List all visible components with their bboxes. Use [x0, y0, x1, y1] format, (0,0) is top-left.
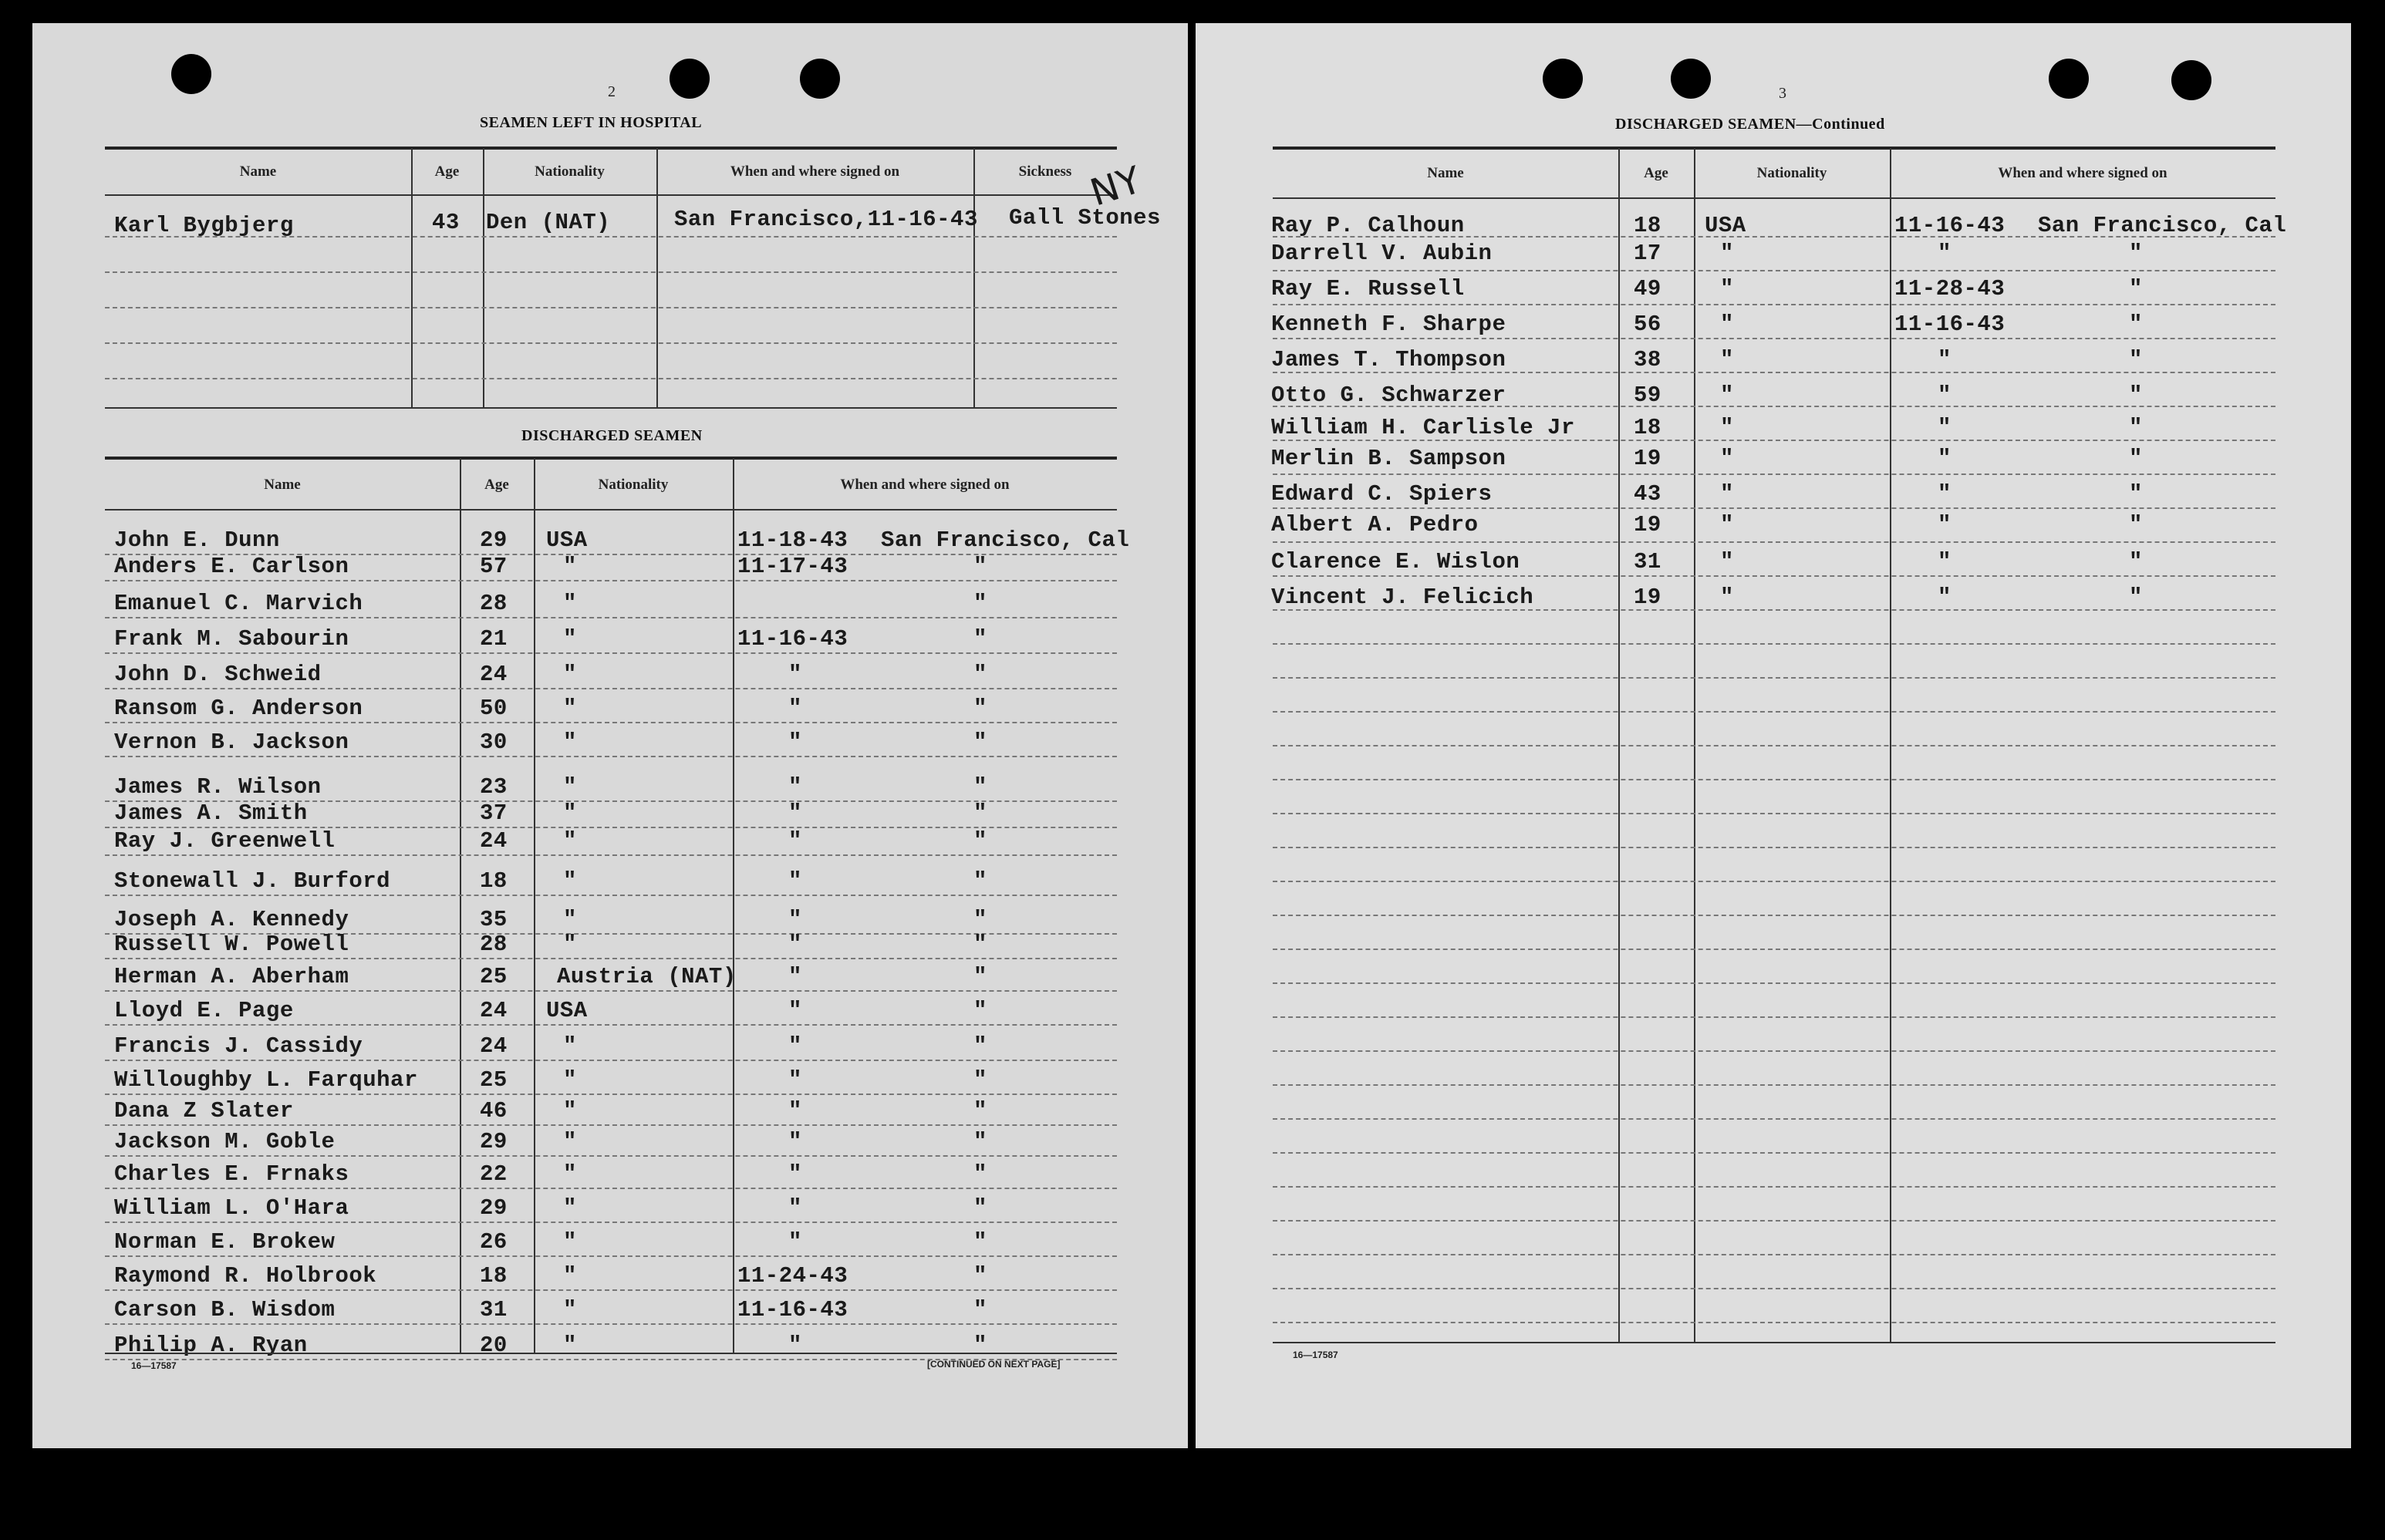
- table-rule: [105, 1353, 1117, 1354]
- cell-name: Ray P. Calhoun: [1271, 213, 1465, 238]
- cell-name: Karl Bygbjerg: [114, 213, 294, 238]
- row-line: [105, 854, 1117, 856]
- cell-signed-date: ": [788, 1195, 802, 1221]
- table-rule: [1273, 147, 2275, 150]
- cell-name: Herman A. Aberham: [114, 964, 349, 989]
- row-line: [105, 1155, 1117, 1157]
- row-line: [105, 342, 1117, 344]
- row-line: [1273, 847, 2275, 848]
- cell-age: 25: [480, 1067, 508, 1093]
- cell-signed-place: San Francisco, Cal: [881, 527, 1130, 553]
- cell-name: Philip A. Ryan: [114, 1333, 308, 1358]
- cell-nationality: ": [563, 1333, 577, 1358]
- cell-nationality: ": [563, 1033, 577, 1059]
- cell-signed-place: ": [973, 998, 987, 1023]
- cell-nationality: USA: [546, 527, 588, 553]
- section-title-main: DISCHARGED SEAMEN: [1615, 116, 1796, 133]
- row-line: [1273, 575, 2275, 577]
- cell-nationality: ": [1720, 481, 1734, 507]
- cell-signed-place: ": [2129, 512, 2143, 537]
- handwritten-annotation: NY: [1085, 158, 1147, 215]
- row-line: [105, 378, 1117, 379]
- cell-age: 22: [480, 1161, 508, 1187]
- cell-name: Otto G. Schwarzer: [1271, 382, 1506, 408]
- cell-name: Vernon B. Jackson: [114, 730, 349, 755]
- discharged-section-title: DISCHARGED SEAMEN: [521, 427, 703, 444]
- row-line: [105, 688, 1117, 689]
- cell-name: Lloyd E. Page: [114, 998, 294, 1023]
- cell-age: 56: [1634, 312, 1661, 337]
- cell-signed-date: 11-18-43: [737, 527, 848, 553]
- cell-signed-place: ": [2129, 481, 2143, 507]
- cell-signed-place: ": [973, 828, 987, 854]
- table-rule: [105, 147, 1117, 150]
- cell-signed-place: ": [2129, 276, 2143, 302]
- cell-age: 46: [480, 1098, 508, 1124]
- cell-signed-place: ": [973, 1195, 987, 1221]
- row-line: [1273, 779, 2275, 780]
- cell-age: 31: [1634, 549, 1661, 575]
- column-rule: [411, 148, 413, 409]
- cell-nationality: Austria (NAT): [557, 964, 737, 989]
- cell-signed-place: ": [973, 964, 987, 989]
- cell-signed-place: ": [973, 1229, 987, 1255]
- row-line: [105, 1188, 1117, 1189]
- row-line: [1273, 949, 2275, 950]
- cell-nationality: ": [563, 1195, 577, 1221]
- cell-nationality: ": [563, 1129, 577, 1154]
- cell-name: Vincent J. Felicich: [1271, 585, 1534, 610]
- row-line: [105, 1024, 1117, 1026]
- cell-name: Clarence E. Wislon: [1271, 549, 1520, 575]
- row-line: [1273, 406, 2275, 407]
- cell-age: 17: [1634, 241, 1661, 266]
- cell-name: James R. Wilson: [114, 774, 322, 800]
- cell-age: 37: [480, 800, 508, 826]
- cell-signed-date: ": [788, 1033, 802, 1059]
- hospital-section-title: SEAMEN LEFT IN HOSPITAL: [480, 114, 703, 131]
- row-line: [1273, 1050, 2275, 1052]
- cell-nationality: ": [563, 626, 577, 652]
- cell-signed-place: ": [2129, 549, 2143, 575]
- cell-signed-on: San Francisco,11-16-43: [674, 207, 978, 232]
- form-number: 16—17587: [131, 1360, 177, 1371]
- cell-signed-place: ": [2129, 446, 2143, 471]
- discharged-continued-title: [1615, 116, 1885, 133]
- cell-signed-date: ": [788, 1229, 802, 1255]
- table-rule: [105, 457, 1117, 460]
- cell-signed-date: ": [1938, 446, 1952, 471]
- cell-signed-date: ": [788, 907, 802, 932]
- row-line: [1273, 1118, 2275, 1120]
- table-rule: [105, 407, 1117, 409]
- row-line: [1273, 338, 2275, 339]
- cell-name: Ray J. Greenwell: [114, 828, 336, 854]
- form-number: 16—17587: [1293, 1350, 1338, 1360]
- row-line: [1273, 813, 2275, 814]
- cell-signed-place: ": [973, 662, 987, 687]
- cell-age: 29: [480, 1129, 508, 1154]
- cell-signed-place: ": [2129, 347, 2143, 372]
- cell-age: 19: [1634, 446, 1661, 471]
- cell-nationality: ": [563, 1297, 577, 1323]
- cell-signed-place: ": [973, 907, 987, 932]
- cell-signed-date: ": [1938, 415, 1952, 440]
- cell-nationality: ": [1720, 312, 1734, 337]
- row-line: [105, 895, 1117, 896]
- cell-age: 25: [480, 964, 508, 989]
- column-rule: [973, 148, 975, 409]
- cell-name: Frank M. Sabourin: [114, 626, 349, 652]
- cell-signed-place: ": [973, 868, 987, 894]
- cell-nationality: ": [1720, 382, 1734, 408]
- cell-nationality: ": [1720, 241, 1734, 266]
- cell-name: Edward C. Spiers: [1271, 481, 1493, 507]
- cell-age: 38: [1634, 347, 1661, 372]
- row-line: [1273, 507, 2275, 509]
- cell-nationality: ": [563, 868, 577, 894]
- cell-name: Carson B. Wisdom: [114, 1297, 336, 1323]
- cell-nationality: ": [563, 1161, 577, 1187]
- page-number: 2: [608, 83, 616, 100]
- cell-signed-place: ": [973, 1098, 987, 1124]
- cell-signed-date: 11-24-43: [737, 1263, 848, 1289]
- row-line: [1273, 881, 2275, 882]
- row-line: [105, 617, 1117, 618]
- cell-nationality: ": [1720, 415, 1734, 440]
- cell-age: 49: [1634, 276, 1661, 302]
- column-rule: [733, 458, 734, 1353]
- row-line: [1273, 609, 2275, 611]
- cell-nationality: ": [1720, 549, 1734, 575]
- cell-nationality: USA: [1705, 213, 1746, 238]
- row-line: [1273, 1322, 2275, 1323]
- cell-nationality: ": [563, 1263, 577, 1289]
- punch-hole: [171, 54, 211, 94]
- column-rule: [460, 458, 461, 1353]
- col-header-name: Name: [239, 163, 277, 180]
- cell-name: Charles E. Frnaks: [114, 1161, 349, 1187]
- cell-nationality: ": [563, 554, 577, 579]
- punch-hole: [2049, 59, 2089, 99]
- cell-age: 50: [480, 696, 508, 721]
- col-header-age: Age: [434, 163, 460, 180]
- col-header-sickness: Sickness: [1018, 163, 1072, 180]
- continued-note: [CONTINUED ON NEXT PAGE]: [927, 1359, 1061, 1370]
- cell-signed-place: ": [973, 1297, 987, 1323]
- cell-signed-place: ": [973, 554, 987, 579]
- col-header-signed-on: When and where signed on: [840, 477, 1010, 493]
- cell-signed-date: ": [1938, 585, 1952, 610]
- row-line: [1273, 1220, 2275, 1222]
- row-line: [1273, 1016, 2275, 1018]
- row-line: [105, 580, 1117, 581]
- cell-name: Willoughby L. Farquhar: [114, 1067, 418, 1093]
- cell-signed-place: ": [973, 1033, 987, 1059]
- cell-signed-date: ": [788, 1098, 802, 1124]
- cell-name: John E. Dunn: [114, 527, 280, 553]
- cell-age: 21: [480, 626, 508, 652]
- cell-signed-place: ": [2129, 382, 2143, 408]
- section-title-suffix: —Continued: [1796, 116, 1885, 133]
- col-header-nationality: Nationality: [535, 163, 605, 180]
- row-line: [1273, 440, 2275, 441]
- cell-nationality: ": [563, 730, 577, 755]
- cell-nationality: ": [563, 1229, 577, 1255]
- cell-age: 24: [480, 828, 508, 854]
- cell-name: Dana Z Slater: [114, 1098, 294, 1124]
- cell-age: 24: [480, 662, 508, 687]
- cell-age: 31: [480, 1297, 508, 1323]
- row-line: [1273, 677, 2275, 679]
- cell-name: Russell W. Powell: [114, 932, 349, 957]
- cell-age: 43: [432, 210, 460, 235]
- cell-name: Ransom G. Anderson: [114, 696, 363, 721]
- col-header-nationality: Nationality: [1756, 165, 1827, 181]
- punch-hole: [2171, 60, 2211, 100]
- cell-nationality: ": [563, 932, 577, 957]
- cell-age: 18: [480, 868, 508, 894]
- column-rule: [483, 148, 484, 409]
- cell-signed-date: ": [788, 932, 802, 957]
- cell-age: 28: [480, 591, 508, 616]
- cell-signed-date: ": [788, 1161, 802, 1187]
- col-header-age: Age: [1644, 165, 1668, 181]
- cell-age: 29: [480, 1195, 508, 1221]
- cell-signed-date: 11-16-43: [1894, 312, 2005, 337]
- col-header-name: Name: [1427, 165, 1464, 181]
- cell-name: John D. Schweid: [114, 662, 322, 687]
- row-line: [105, 958, 1117, 959]
- cell-name: William L. O'Hara: [114, 1195, 349, 1221]
- cell-nationality: Den (NAT): [486, 210, 611, 235]
- punch-hole: [1671, 59, 1711, 99]
- cell-signed-place: ": [973, 1067, 987, 1093]
- cell-signed-date: ": [788, 662, 802, 687]
- row-line: [105, 756, 1117, 757]
- cell-age: 29: [480, 527, 508, 553]
- cell-signed-date: ": [788, 1129, 802, 1154]
- cell-name: Ray E. Russell: [1271, 276, 1465, 302]
- col-header-signed-on: When and where signed on: [730, 163, 900, 180]
- cell-name: Jackson M. Goble: [114, 1129, 336, 1154]
- cell-age: 28: [480, 932, 508, 957]
- cell-sickness: Gall Stones: [1009, 205, 1161, 231]
- cell-name: Albert A. Pedro: [1271, 512, 1479, 537]
- cell-name: Emanuel C. Marvich: [114, 591, 363, 616]
- row-line: [1273, 304, 2275, 305]
- cell-name: Kenneth F. Sharpe: [1271, 312, 1506, 337]
- row-line: [105, 271, 1117, 273]
- cell-signed-place: ": [2129, 585, 2143, 610]
- cell-nationality: USA: [546, 998, 588, 1023]
- cell-signed-place: ": [973, 696, 987, 721]
- row-line: [1273, 711, 2275, 713]
- table-rule: [1273, 1342, 2275, 1343]
- punch-hole: [800, 59, 840, 99]
- cell-signed-place: ": [973, 730, 987, 755]
- row-line: [1273, 745, 2275, 746]
- row-line: [105, 307, 1117, 308]
- row-line: [105, 722, 1117, 723]
- cell-age: 19: [1634, 585, 1661, 610]
- cell-signed-place: ": [973, 591, 987, 616]
- cell-age: 57: [480, 554, 508, 579]
- cell-name: Stonewall J. Burford: [114, 868, 391, 894]
- cell-nationality: ": [563, 800, 577, 826]
- cell-signed-date: ": [1938, 382, 1952, 408]
- col-header-name: Name: [264, 477, 301, 493]
- cell-age: 19: [1634, 512, 1661, 537]
- row-line: [1273, 643, 2275, 645]
- cell-signed-place: ": [973, 626, 987, 652]
- cell-signed-date: ": [788, 868, 802, 894]
- row-line: [1273, 372, 2275, 373]
- cell-name: Merlin B. Sampson: [1271, 446, 1506, 471]
- cell-signed-date: ": [1938, 241, 1952, 266]
- cell-age: 30: [480, 730, 508, 755]
- cell-name: William H. Carlisle Jr: [1271, 415, 1575, 440]
- cell-signed-date: ": [1938, 481, 1952, 507]
- cell-signed-place: ": [2129, 241, 2143, 266]
- row-line: [1273, 541, 2275, 543]
- cell-signed-date: ": [1938, 549, 1952, 575]
- cell-signed-date: ": [788, 828, 802, 854]
- cell-signed-place: ": [973, 800, 987, 826]
- cell-age: 43: [1634, 481, 1661, 507]
- cell-name: James A. Smith: [114, 800, 308, 826]
- cell-signed-place: ": [973, 1263, 987, 1289]
- row-line: [1273, 1084, 2275, 1086]
- cell-name: Norman E. Brokew: [114, 1229, 336, 1255]
- cell-signed-date: ": [788, 964, 802, 989]
- row-line: [105, 1094, 1117, 1095]
- cell-nationality: ": [1720, 512, 1734, 537]
- cell-nationality: ": [1720, 276, 1734, 302]
- cell-signed-date: 11-16-43: [737, 626, 848, 652]
- col-header-signed-on: When and where signed on: [1998, 165, 2167, 181]
- row-line: [1273, 473, 2275, 475]
- cell-age: 23: [480, 774, 508, 800]
- cell-nationality: ": [563, 591, 577, 616]
- cell-signed-place: ": [973, 774, 987, 800]
- cell-age: 24: [480, 1033, 508, 1059]
- cell-nationality: ": [1720, 347, 1734, 372]
- cell-nationality: ": [1720, 585, 1734, 610]
- punch-hole: [1543, 59, 1583, 99]
- cell-name: Raymond R. Holbrook: [114, 1263, 377, 1289]
- cell-signed-place: ": [973, 1129, 987, 1154]
- cell-name: Anders E. Carlson: [114, 554, 349, 579]
- cell-signed-place: ": [2129, 312, 2143, 337]
- cell-age: 26: [480, 1229, 508, 1255]
- cell-name: Joseph A. Kennedy: [114, 907, 349, 932]
- cell-age: 18: [480, 1263, 508, 1289]
- cell-signed-date: ": [788, 730, 802, 755]
- cell-signed-date: 11-16-43: [737, 1297, 848, 1323]
- row-line: [1273, 1254, 2275, 1255]
- cell-age: 35: [480, 907, 508, 932]
- punch-hole: [670, 59, 710, 99]
- cell-signed-date: ": [788, 998, 802, 1023]
- cell-nationality: ": [563, 1067, 577, 1093]
- row-line: [105, 1289, 1117, 1291]
- cell-signed-date: ": [788, 696, 802, 721]
- cell-signed-date: ": [788, 1333, 802, 1358]
- row-line: [105, 1323, 1117, 1325]
- cell-signed-date: 11-17-43: [737, 554, 848, 579]
- row-line: [1273, 1152, 2275, 1154]
- row-line: [1273, 236, 2275, 238]
- cell-signed-date: ": [1938, 347, 1952, 372]
- row-line: [105, 1060, 1117, 1061]
- cell-signed-place: ": [973, 932, 987, 957]
- col-header-nationality: Nationality: [598, 477, 669, 493]
- cell-nationality: ": [563, 907, 577, 932]
- cell-nationality: ": [563, 774, 577, 800]
- cell-age: 24: [480, 998, 508, 1023]
- cell-name: James T. Thompson: [1271, 347, 1506, 372]
- cell-signed-date: ": [788, 1067, 802, 1093]
- row-line: [105, 990, 1117, 992]
- cell-age: 20: [480, 1333, 508, 1358]
- cell-signed-date: ": [1938, 512, 1952, 537]
- cell-age: 18: [1634, 213, 1661, 238]
- row-line: [1273, 270, 2275, 271]
- row-line: [1273, 1288, 2275, 1289]
- column-rule: [534, 458, 535, 1353]
- col-header-age: Age: [484, 477, 509, 493]
- cell-nationality: ": [1720, 446, 1734, 471]
- cell-signed-place: San Francisco, Cal: [2038, 213, 2287, 238]
- cell-nationality: ": [563, 828, 577, 854]
- row-line: [105, 652, 1117, 654]
- cell-signed-date: ": [788, 774, 802, 800]
- cell-signed-date: ": [788, 800, 802, 826]
- row-line: [105, 1255, 1117, 1257]
- cell-nationality: ": [563, 696, 577, 721]
- column-rule: [656, 148, 658, 409]
- cell-name: Darrell V. Aubin: [1271, 241, 1493, 266]
- row-line: [1273, 915, 2275, 916]
- cell-age: 59: [1634, 382, 1661, 408]
- cell-signed-place: ": [2129, 415, 2143, 440]
- cell-signed-place: ": [973, 1161, 987, 1187]
- cell-signed-place: ": [973, 1333, 987, 1358]
- row-line: [1273, 1186, 2275, 1188]
- row-line: [105, 1124, 1117, 1126]
- row-line: [1273, 982, 2275, 984]
- cell-age: 18: [1634, 415, 1661, 440]
- cell-name: Francis J. Cassidy: [114, 1033, 363, 1059]
- cell-signed-date: 11-28-43: [1894, 276, 2005, 302]
- table-rule: [1273, 197, 2275, 199]
- table-rule: [105, 509, 1117, 511]
- table-rule: [105, 194, 1117, 196]
- page-number: 3: [1779, 85, 1786, 102]
- row-line: [105, 1222, 1117, 1223]
- cell-nationality: ": [563, 1098, 577, 1124]
- cell-nationality: ": [563, 662, 577, 687]
- cell-signed-date: 11-16-43: [1894, 213, 2005, 238]
